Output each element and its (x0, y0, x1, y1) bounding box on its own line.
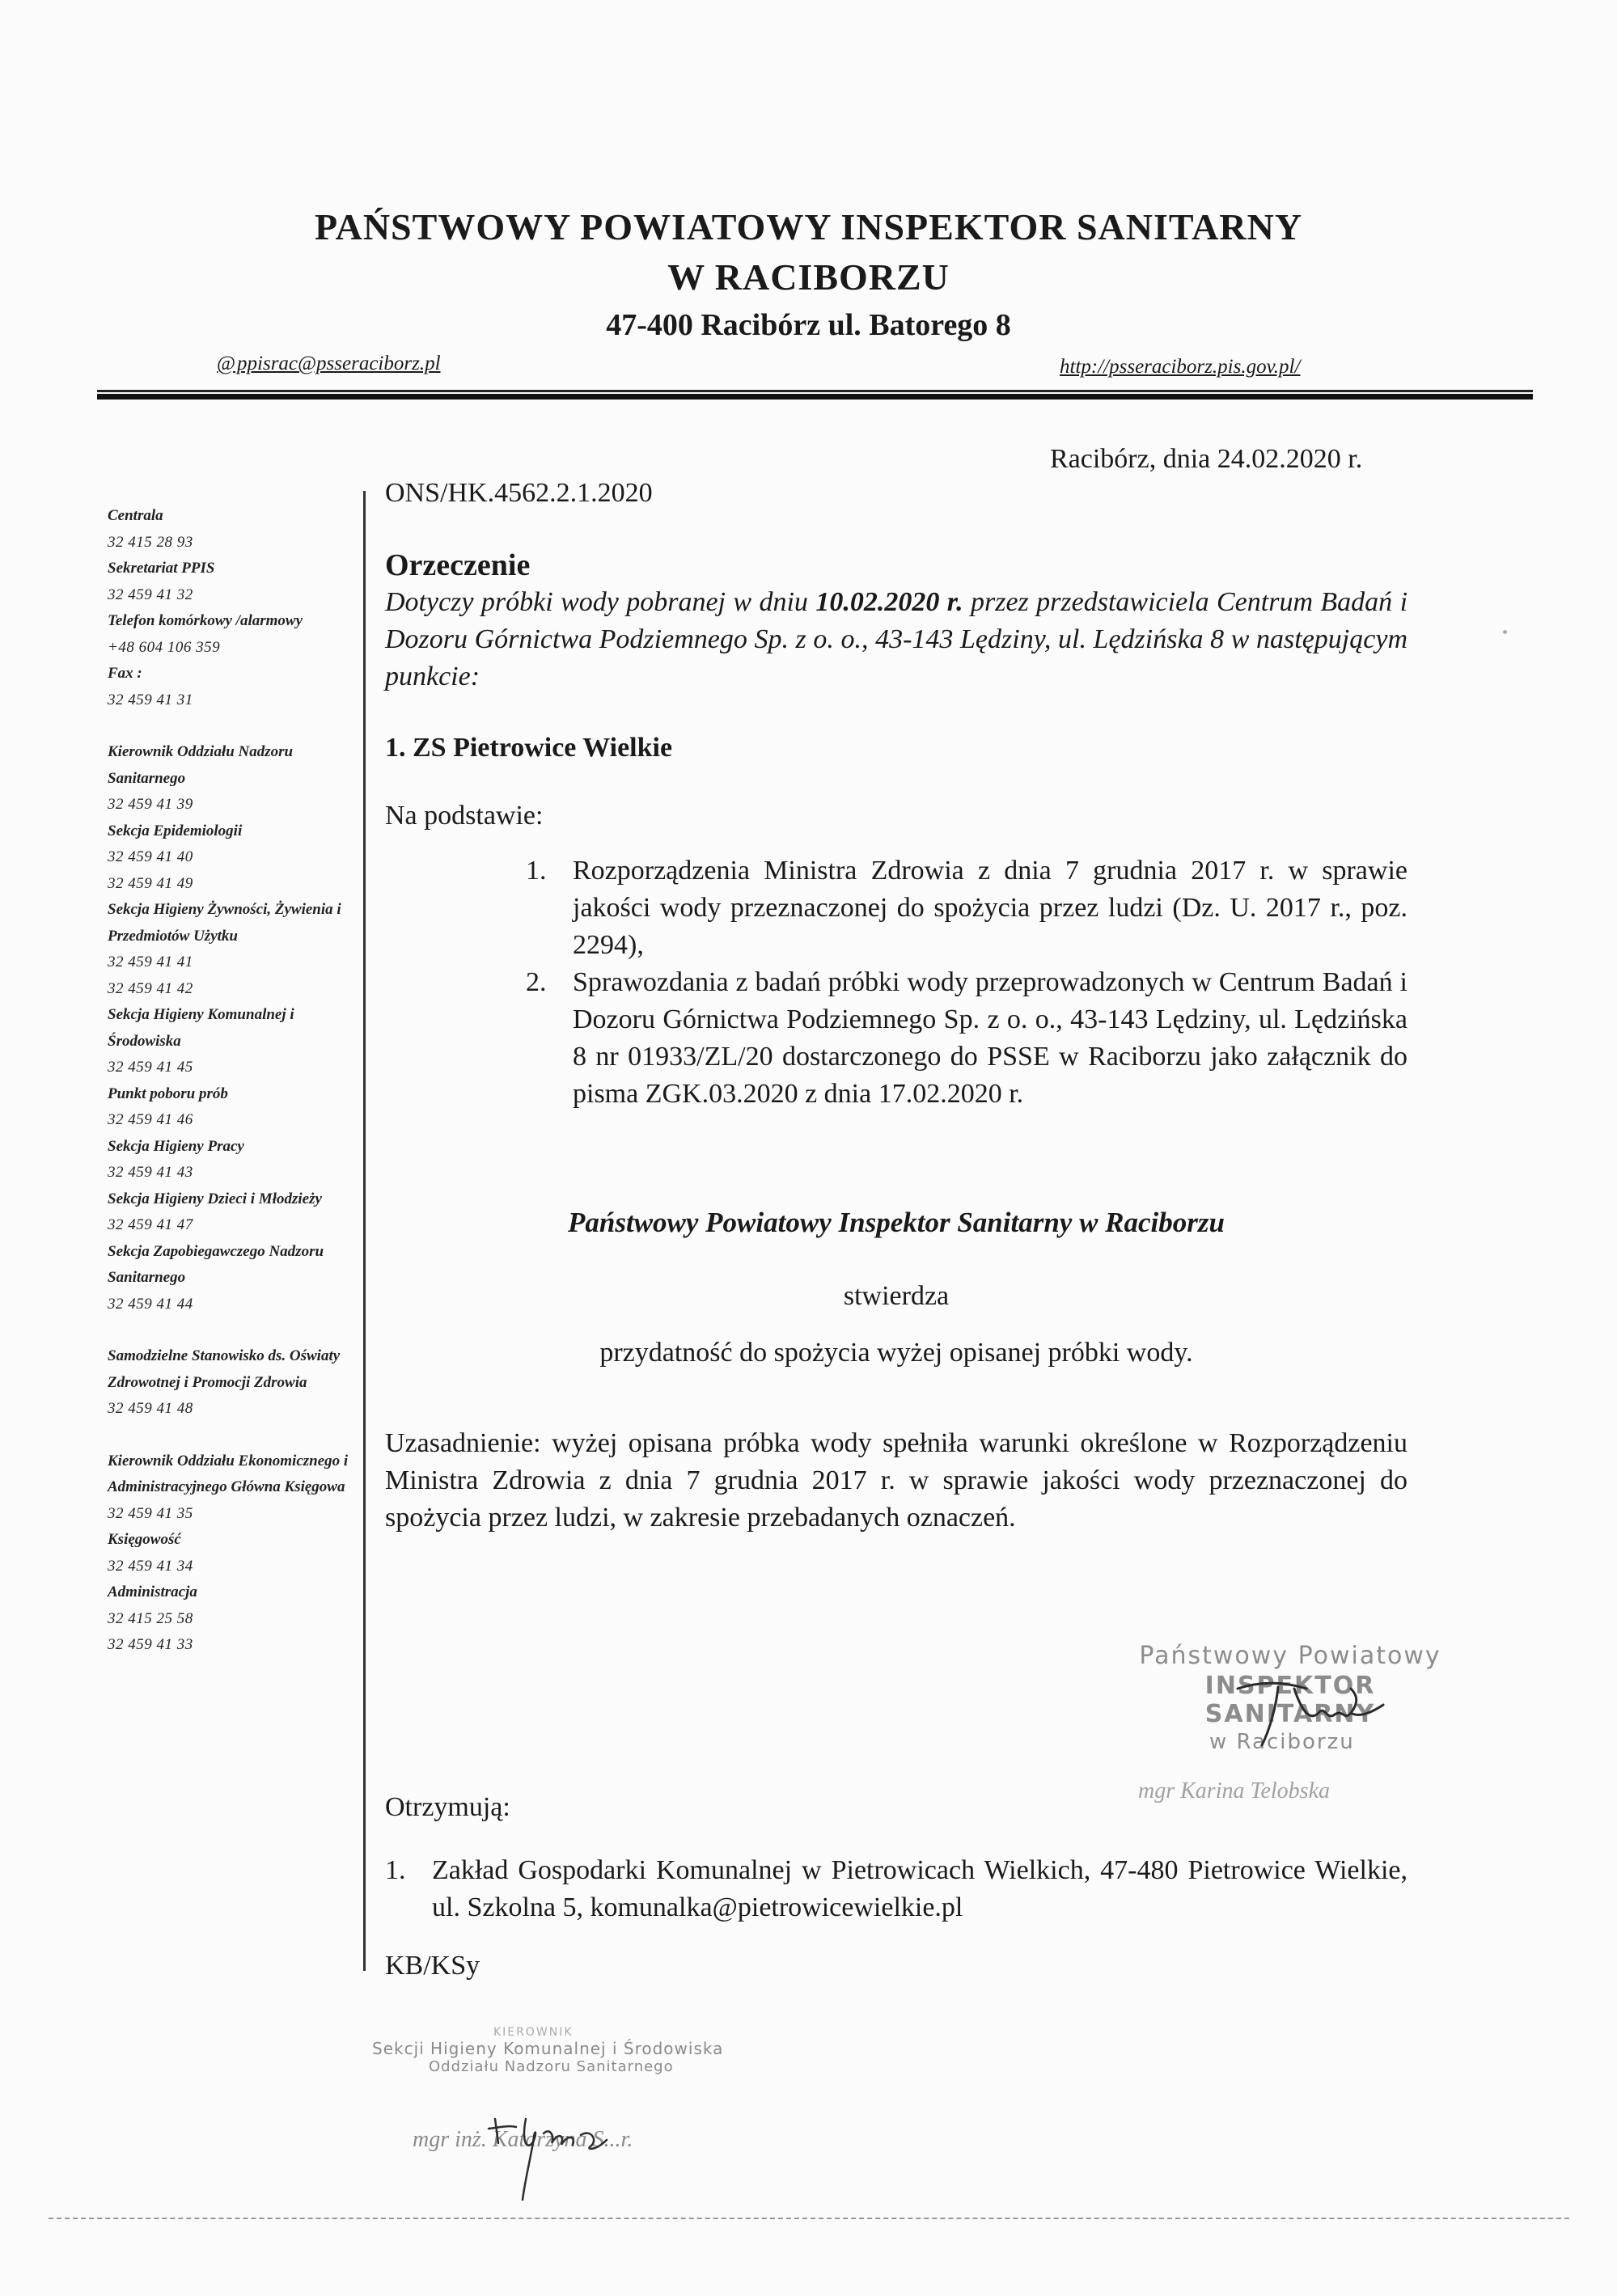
sidebar-phone-number: +48 604 106 359 (108, 638, 221, 656)
recipients-list (385, 1852, 1407, 1926)
website-link[interactable]: http://psseraciborz.pis.gov.pl/ (1060, 356, 1301, 378)
sidebar-phone-number: 32 459 41 39 (108, 796, 193, 813)
list-item (526, 964, 1407, 1113)
sidebar-phone-number: 32 415 28 93 (108, 533, 193, 551)
page-bottom-divider (49, 2218, 1569, 2219)
sample-date: 10.02.2020 r. (815, 587, 963, 617)
sidebar-phone-number: 32 459 41 40 (108, 848, 193, 865)
basis-intro: Na podstawie: (385, 801, 544, 831)
recipients-label: Otrzymują: (385, 1792, 510, 1822)
sidebar-phone-number: 32 459 41 34 (108, 1557, 193, 1575)
institution-title (0, 202, 1617, 302)
stamp-line: KIEROWNIK (493, 2026, 574, 2039)
inspector-name: Państwowy Powiatowy Inspektor Sanitarny w Raciborzu (568, 1207, 1225, 1238)
sidebar-spacer (108, 1317, 358, 1343)
list-item (385, 1852, 1407, 1926)
stamp-signatory: mgr Karina Telobska (1138, 1778, 1331, 1803)
institution-address: 47-400 Racibórz ul. Batorego 8 (606, 308, 1011, 342)
author-initials: KB/KSy (385, 1951, 480, 1981)
sidebar-contact-label: Sekcja Higieny Żywności, Żywienia i Przedmiotów Użytku (108, 901, 341, 945)
stamp-signatory: mgr inż. Katarzyna S...r. (413, 2127, 633, 2152)
states-word: stwierdza (843, 1281, 950, 1311)
list-item (526, 852, 1407, 964)
list-item-text: Rozporządzenia Ministra Zdrowia z dnia 7 grudnia 2017 r. w sprawie jakości wody przeznaczonej do spożycia przez ludzi (Dz. U. 2017 r., poz. 2294), (573, 856, 1407, 960)
sidebar-contact-label: Kierownik Oddziału Nadzoru Sanitarnego (108, 743, 294, 787)
header-divider-thick (97, 394, 1533, 400)
email-text: ppisrac@psseraciborz.pl (237, 353, 441, 374)
sidebar-contact-label: Sekcja Zapobiegawczego Nadzoru Sanitarnego (108, 1242, 324, 1286)
sampling-point: 1. ZS Pietrowice Wielkie (385, 733, 673, 763)
subject-text-start: Dotyczy próbki wody pobranej w dniu (385, 587, 816, 617)
sidebar-phone-number: 32 459 41 32 (108, 586, 193, 603)
list-item-text: Zakład Gospodarki Komunalnej w Pietrowicach Wielkich, 47-480 Pietrowice Wielkie, ul. Szkolna 5, komunalka@pietrowicewielkie.pl (432, 1855, 1407, 1922)
sidebar-phone-number: 32 459 41 47 (108, 1216, 193, 1233)
email-link[interactable] (217, 353, 441, 375)
sidebar-spacer (108, 1423, 358, 1448)
sidebar-phone-number: 32 459 41 44 (108, 1295, 193, 1313)
institution-title-line1: PAŃSTWOWY POWIATOWY INSPEKTOR SANITARNY (314, 206, 1303, 247)
sidebar-phone-number: 32 459 41 45 (108, 1059, 193, 1076)
sidebar-contact-label: Sekcja Epidemiologii (108, 822, 243, 839)
sidebar-spacer (108, 713, 358, 739)
reference-number: ONS/HK.4562.2.1.2020 (385, 478, 653, 508)
subject-text-end: przez przedstawiciela Centrum Badań i Dozoru Górnictwa Podziemnego Sp. z o. o., 43-143 Lędziny, ul. Lędzińska 8 w następującym punkcie: (385, 587, 1408, 691)
sidebar-contact-label: Punkt poboru prób (108, 1085, 228, 1102)
institution-title-line2: W RACIBORZU (667, 256, 950, 298)
list-item-number: 1. (385, 1855, 406, 1885)
stamp-line: Oddziału Nadzoru Sanitarnego (429, 2058, 674, 2075)
stamp-line: Sekcji Higieny Komunalnej i Środowiska (372, 2039, 724, 2058)
section-signature (477, 2087, 623, 2208)
sidebar-divider (363, 491, 366, 1971)
document-heading: Orzeczenie (385, 548, 531, 582)
sidebar-phone-number: 32 459 41 48 (108, 1400, 193, 1417)
sidebar-phone-number: 32 459 41 31 (108, 691, 193, 708)
sidebar-contact-label: Sekcja Higieny Pracy (108, 1137, 244, 1155)
list-item-number: 1. (526, 856, 547, 886)
sidebar-phone-number: 32 459 41 41 (108, 953, 193, 970)
stamp-line: Państwowy Powiatowy (1139, 1642, 1441, 1670)
sidebar-contact-label: Sekretariat PPIS (108, 560, 215, 577)
sidebar-phone-number: 32 415 25 58 (108, 1609, 193, 1627)
sidebar-phone-number: 32 459 41 33 (108, 1636, 193, 1653)
finding-text: przydatność do spożycia wyżej opisanej próbki wody. (599, 1338, 1193, 1368)
basis-list (526, 852, 1407, 1113)
sidebar-contact-label: Księgowość (108, 1531, 181, 1548)
sidebar-phone-number: 32 459 41 43 (108, 1164, 193, 1181)
stamp-line: INSPEKTOR SANITARNY (1204, 1672, 1376, 1728)
sidebar-phone-number: 32 459 41 46 (108, 1111, 193, 1128)
sidebar-phone-number: 32 459 41 42 (108, 979, 193, 997)
sidebar-contact-label: Centrala (108, 507, 163, 524)
at-sign-icon: @ (217, 353, 236, 374)
list-item-number: 2. (526, 967, 547, 997)
scan-speck (1503, 630, 1507, 634)
sidebar-contact-label: Samodzielne Stanowisko ds. Oświaty Zdrowotnej i Promocji Zdrowia (108, 1347, 341, 1391)
header-divider-thin (97, 390, 1533, 392)
sidebar-contact-label: Kierownik Oddziału Ekonomicznego i Administracyjnego Główna Księgowa (108, 1452, 349, 1495)
sidebar-phone-number: 32 459 41 49 (108, 874, 193, 892)
stamp-line: w Raciborzu (1209, 1730, 1355, 1754)
document-date: Racibórz, dnia 24.02.2020 r. (1050, 444, 1363, 474)
contact-sidebar (108, 503, 358, 1659)
sidebar-contact-label: Telefon komórkowy /alarmowy (108, 612, 303, 629)
sidebar-contact-label: Administracja (108, 1584, 197, 1600)
inspector-signature (1230, 1664, 1391, 1753)
sidebar-contact-label: Fax : (108, 665, 142, 682)
document-subject (385, 584, 1407, 696)
sidebar-phone-number: 32 459 41 35 (108, 1504, 193, 1522)
list-item-text: Sprawozdania z badań próbki wody przeprowadzonych w Centrum Badań i Dozoru Górnictwa Podziemnego Sp. z o. o., 43-143 Lędziny, ul. Lędzińska 8 nr 01933/ZL/20 dostarczonego do PSSE w Raciborzu jako załącznik do pisma ZGK.03.2020 z dnia 17.02.2020 r. (573, 967, 1407, 1109)
sidebar-contact-label: Sekcja Higieny Dzieci i Młodzieży (108, 1190, 322, 1207)
sidebar-contact-label: Sekcja Higieny Komunalnej i Środowiska (108, 1006, 294, 1050)
justification: Uzasadnienie: wyżej opisana próbka wody spełniła warunki określone w Rozporządzeniu Ministra Zdrowia z dnia 7 grudnia 2017 r. w sprawie jakości wody przeznaczonej do spożycia przez ludzi, w zakresie przebadanych oznaczeń. (385, 1428, 1407, 1533)
